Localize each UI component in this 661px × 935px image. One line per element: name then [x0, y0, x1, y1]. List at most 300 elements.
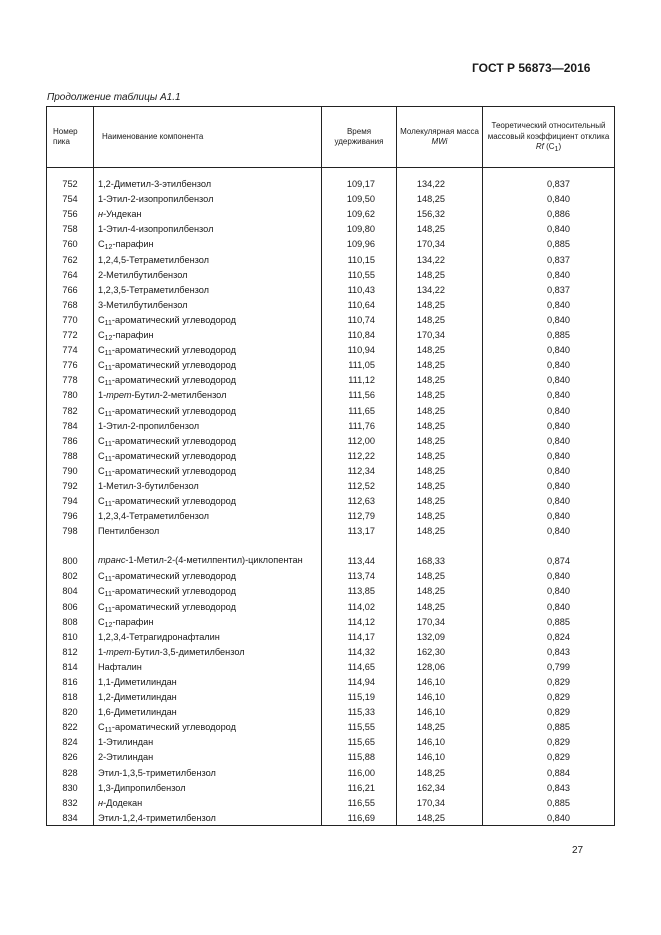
component-name-cell — [94, 808, 322, 826]
name-text: 1-Этилиндан — [98, 737, 154, 748]
component-name-cell — [94, 536, 322, 566]
molecular-mass-cell: 156,32 — [397, 204, 483, 219]
peak-number-cell: 764 — [47, 265, 94, 280]
component-name-cell — [94, 168, 322, 190]
response-coefficient-cell: 0,840 — [483, 265, 615, 280]
retention-time-cell: 116,69 — [322, 808, 397, 826]
name-text: С — [98, 330, 105, 341]
response-coefficient-cell: 0,843 — [483, 778, 615, 793]
name-subscript: 11 — [104, 380, 112, 388]
name-text: С — [98, 571, 105, 582]
retention-time-cell: 115,19 — [322, 687, 397, 702]
header-coef-text: Теоретический относительный массовый коэффициент отклика — [487, 121, 610, 141]
name-text: 2-Этилиндан — [98, 752, 154, 763]
molecular-mass-cell: 146,10 — [397, 687, 483, 702]
retention-time-cell: 112,00 — [322, 431, 397, 446]
name-suffix: -ароматический углеводород — [111, 571, 236, 582]
retention-time-cell: 111,56 — [322, 385, 397, 400]
peak-number-cell: 756 — [47, 204, 94, 219]
retention-time-cell: 110,55 — [322, 265, 397, 280]
table-row — [47, 219, 615, 234]
table-header-row — [47, 107, 615, 168]
name-subscript: 11 — [104, 591, 112, 599]
peak-number-cell: 774 — [47, 340, 94, 355]
table-row — [47, 657, 615, 672]
component-name-cell — [94, 581, 322, 599]
name-subscript: 11 — [104, 576, 112, 584]
peak-number-cell: 822 — [47, 717, 94, 732]
peak-number-cell: 796 — [47, 506, 94, 521]
name-text: С — [98, 465, 105, 476]
retention-time-cell: 110,43 — [322, 280, 397, 295]
name-text: С — [98, 360, 105, 371]
retention-time-cell: 115,55 — [322, 717, 397, 732]
name-subscript: 11 — [104, 350, 112, 358]
name-prefix: 1- — [98, 390, 107, 401]
retention-time-cell: 112,79 — [322, 506, 397, 521]
peak-number-cell: 812 — [47, 642, 94, 657]
table-row — [47, 596, 615, 611]
response-coefficient-cell: 0,840 — [483, 416, 615, 431]
name-text: -1-Метил-2-(4-метилпентил)-циклопентан — [125, 555, 303, 566]
component-name-cell — [94, 642, 322, 657]
table-row — [47, 400, 615, 415]
name-text: 1,2-Диметилиндан — [98, 692, 177, 703]
table-row — [47, 778, 615, 793]
name-italic: транс — [98, 555, 126, 566]
name-text: Пентилбензол — [98, 526, 160, 537]
table-row — [47, 491, 615, 506]
component-name-cell — [94, 732, 322, 747]
standard-designation: ГОСТ Р 56873—2016 — [472, 61, 591, 75]
component-name-cell — [94, 446, 322, 461]
molecular-mass-cell: 148,25 — [397, 370, 483, 385]
name-suffix: -ароматический углеводород — [111, 586, 236, 597]
table-row — [47, 732, 615, 747]
table-row — [47, 702, 615, 717]
retention-time-cell: 110,64 — [322, 295, 397, 310]
retention-time-cell: 113,85 — [322, 581, 397, 596]
name-text: С — [98, 345, 105, 356]
retention-time-cell: 113,17 — [322, 521, 397, 536]
name-subscript: 11 — [104, 501, 112, 509]
header-coef-symbol: Rf — [535, 142, 544, 152]
response-coefficient-cell: 0,884 — [483, 762, 615, 777]
header-coef-sub: 1 — [554, 146, 559, 154]
table-row — [47, 295, 615, 310]
peak-number-cell: 786 — [47, 431, 94, 446]
response-coefficient-cell: 0,824 — [483, 627, 615, 642]
name-subscript: 11 — [104, 410, 112, 418]
name-text: -Бутил-3,5-диметилбензол — [131, 646, 245, 657]
component-name-cell — [94, 204, 322, 219]
response-coefficient-cell: 0,840 — [483, 808, 615, 826]
response-coefficient-cell: 0,840 — [483, 370, 615, 385]
name-suffix: -парафин — [112, 616, 154, 627]
name-text: С — [98, 314, 105, 325]
table-row — [47, 612, 615, 627]
name-text: С — [98, 722, 105, 733]
peak-number-cell: 760 — [47, 234, 94, 249]
name-suffix: -ароматический углеводород — [111, 375, 236, 386]
name-text: С — [98, 405, 105, 416]
name-text: Этил-1,3,5-триметилбензол — [98, 767, 216, 778]
molecular-mass-cell: 148,25 — [397, 762, 483, 777]
header-peak-number: Номер пика — [47, 107, 94, 168]
response-coefficient-cell: 0,840 — [483, 340, 615, 355]
retention-time-cell: 111,12 — [322, 370, 397, 385]
retention-time-cell: 111,05 — [322, 355, 397, 370]
name-text: 1-Этил-2-изопропилбензол — [98, 194, 214, 205]
molecular-mass-cell: 148,25 — [397, 581, 483, 596]
peak-number-cell: 784 — [47, 416, 94, 431]
response-coefficient-cell: 0,874 — [483, 536, 615, 566]
table-row — [47, 385, 615, 400]
table-row — [47, 416, 615, 431]
table-row — [47, 793, 615, 808]
component-name-cell — [94, 717, 322, 735]
component-name-cell — [94, 461, 322, 476]
header-response-coefficient — [483, 107, 615, 168]
retention-time-cell: 109,96 — [322, 234, 397, 249]
name-text: 1-Метил-3-бутилбензол — [98, 480, 199, 491]
response-coefficient-cell: 0,840 — [483, 581, 615, 596]
molecular-mass-cell: 148,25 — [397, 521, 483, 536]
molecular-mass-cell: 128,06 — [397, 657, 483, 672]
molecular-mass-cell: 148,25 — [397, 310, 483, 325]
name-text: 2-Метилбутилбензол — [98, 269, 188, 280]
name-subscript: 11 — [104, 455, 112, 463]
table-row — [47, 431, 615, 446]
response-coefficient-cell: 0,840 — [483, 431, 615, 446]
molecular-mass-cell: 134,22 — [397, 249, 483, 264]
retention-time-cell: 114,32 — [322, 642, 397, 657]
response-coefficient-cell: 0,843 — [483, 642, 615, 657]
name-subscript: 11 — [104, 365, 112, 373]
name-text: 3-Метилбутилбензол — [98, 299, 188, 310]
molecular-mass-cell: 148,25 — [397, 491, 483, 506]
component-name-cell — [94, 778, 322, 793]
header-coef-close: ) — [558, 142, 562, 152]
molecular-mass-cell: 134,22 — [397, 280, 483, 295]
molecular-mass-cell: 148,25 — [397, 265, 483, 280]
retention-time-cell: 109,17 — [322, 168, 397, 190]
page-number: 27 — [572, 845, 584, 856]
header-coef-open: (C — [543, 142, 555, 152]
name-suffix: -ароматический углеводород — [111, 435, 236, 446]
table-row — [47, 370, 615, 385]
name-subscript: 12 — [104, 621, 113, 629]
response-coefficient-cell: 0,840 — [483, 355, 615, 370]
retention-time-cell: 110,74 — [322, 310, 397, 325]
component-name-cell — [94, 280, 322, 295]
name-subscript: 12 — [104, 244, 113, 252]
molecular-mass-cell: 148,25 — [397, 506, 483, 521]
table-row — [47, 717, 615, 732]
header-mw-symbol: MWi — [431, 137, 448, 146]
table-row — [47, 280, 615, 295]
table-row — [47, 521, 615, 536]
response-coefficient-cell: 0,837 — [483, 168, 615, 190]
peak-number-cell: 818 — [47, 687, 94, 702]
name-suffix: -ароматический углеводород — [111, 465, 236, 476]
table-body — [47, 168, 615, 826]
name-text: 1-Этил-2-пропилбензол — [98, 420, 200, 431]
peak-number-cell: 830 — [47, 778, 94, 793]
name-subscript: 11 — [104, 727, 112, 735]
table-row — [47, 747, 615, 762]
name-prefix: 1- — [98, 646, 107, 657]
component-name-cell — [94, 491, 322, 509]
name-italic: н- — [98, 797, 107, 808]
response-coefficient-cell: 0,840 — [483, 491, 615, 506]
header-retention-time: Время удерживания — [322, 107, 397, 168]
component-name-cell — [94, 627, 322, 642]
table-caption: Продолжение таблицы А1.1 — [47, 92, 181, 103]
peak-number-cell: 792 — [47, 476, 94, 491]
peak-number-cell: 808 — [47, 612, 94, 627]
component-name-cell — [94, 340, 322, 358]
name-text: 1,2,3,4-Тетрагидронафталин — [98, 631, 220, 642]
molecular-mass-cell: 148,25 — [397, 476, 483, 491]
component-name-cell — [94, 295, 322, 310]
response-coefficient-cell: 0,840 — [483, 566, 615, 581]
name-subscript: 12 — [104, 335, 113, 343]
response-coefficient-cell: 0,885 — [483, 612, 615, 627]
retention-time-cell: 110,15 — [322, 249, 397, 264]
header-molecular-mass — [397, 107, 483, 168]
component-name-cell — [94, 566, 322, 584]
component-name-cell — [94, 506, 322, 521]
molecular-mass-cell: 148,25 — [397, 189, 483, 204]
name-subscript: 11 — [104, 440, 112, 448]
peak-number-cell: 816 — [47, 672, 94, 687]
retention-time-cell: 116,55 — [322, 793, 397, 808]
response-coefficient-cell: 0,840 — [483, 400, 615, 415]
table-row — [47, 325, 615, 340]
table-row — [47, 627, 615, 642]
peak-number-cell: 826 — [47, 747, 94, 762]
component-name-cell — [94, 234, 322, 252]
component-name-cell — [94, 219, 322, 234]
name-text: Ундекан — [106, 209, 142, 220]
molecular-mass-cell: 168,33 — [397, 536, 483, 566]
peak-number-cell: 754 — [47, 189, 94, 204]
response-coefficient-cell: 0,840 — [483, 385, 615, 400]
retention-time-cell: 112,22 — [322, 446, 397, 461]
name-subscript: 11 — [104, 319, 112, 327]
table-row — [47, 204, 615, 219]
retention-time-cell: 111,65 — [322, 400, 397, 415]
table-row — [47, 476, 615, 491]
table-row — [47, 687, 615, 702]
name-text: 1,2,3,5-Тетраметилбензол — [98, 284, 210, 295]
retention-time-cell: 114,94 — [322, 672, 397, 687]
name-suffix: -ароматический углеводород — [111, 450, 236, 461]
retention-time-cell: 114,65 — [322, 657, 397, 672]
name-suffix: -ароматический углеводород — [111, 405, 236, 416]
molecular-mass-cell: 148,25 — [397, 431, 483, 446]
component-name-cell — [94, 687, 322, 702]
table-row — [47, 581, 615, 596]
response-coefficient-cell: 0,840 — [483, 461, 615, 476]
retention-time-cell: 113,44 — [322, 536, 397, 566]
retention-time-cell: 116,00 — [322, 762, 397, 777]
name-suffix: -ароматический углеводород — [111, 496, 236, 507]
peak-number-cell: 832 — [47, 793, 94, 808]
molecular-mass-cell: 146,10 — [397, 747, 483, 762]
response-coefficient-cell: 0,829 — [483, 732, 615, 747]
molecular-mass-cell: 146,10 — [397, 672, 483, 687]
retention-time-cell: 116,21 — [322, 778, 397, 793]
name-italic: н- — [98, 209, 107, 220]
name-text: 1,2,4,5-Тетраметилбензол — [98, 254, 210, 265]
name-suffix: -ароматический углеводород — [111, 345, 236, 356]
table-row — [47, 642, 615, 657]
retention-time-cell: 114,12 — [322, 612, 397, 627]
response-coefficient-cell: 0,885 — [483, 325, 615, 340]
name-italic: трет — [106, 390, 132, 401]
response-coefficient-cell: 0,885 — [483, 234, 615, 249]
retention-time-cell: 109,80 — [322, 219, 397, 234]
molecular-mass-cell: 134,22 — [397, 168, 483, 190]
response-coefficient-cell: 0,840 — [483, 506, 615, 521]
peak-number-cell: 778 — [47, 370, 94, 385]
response-coefficient-cell: 0,799 — [483, 657, 615, 672]
molecular-mass-cell: 148,25 — [397, 416, 483, 431]
retention-time-cell: 110,84 — [322, 325, 397, 340]
peak-number-cell: 828 — [47, 762, 94, 777]
name-subscript: 11 — [104, 606, 112, 614]
name-text: 1,2-Диметил-3-этилбензол — [98, 179, 212, 190]
table-row — [47, 536, 615, 566]
response-coefficient-cell: 0,885 — [483, 793, 615, 808]
peak-number-cell: 810 — [47, 627, 94, 642]
name-text: 1,3-Дипропилбензол — [98, 782, 186, 793]
name-suffix: -парафин — [112, 239, 154, 250]
table-row — [47, 461, 615, 476]
name-suffix: -парафин — [112, 330, 154, 341]
name-suffix: -ароматический углеводород — [111, 601, 236, 612]
peak-number-cell: 794 — [47, 491, 94, 506]
peak-number-cell: 814 — [47, 657, 94, 672]
molecular-mass-cell: 148,25 — [397, 566, 483, 581]
peak-number-cell: 798 — [47, 521, 94, 536]
component-name-cell — [94, 370, 322, 388]
retention-time-cell: 112,63 — [322, 491, 397, 506]
peak-number-cell: 780 — [47, 385, 94, 400]
component-name-cell — [94, 612, 322, 627]
retention-time-cell: 114,02 — [322, 596, 397, 611]
response-coefficient-cell: 0,829 — [483, 747, 615, 762]
retention-time-cell: 112,52 — [322, 476, 397, 491]
molecular-mass-cell: 132,09 — [397, 627, 483, 642]
response-coefficient-cell: 0,829 — [483, 687, 615, 702]
name-text: С — [98, 375, 105, 386]
peak-number-cell: 776 — [47, 355, 94, 370]
name-text: Нафталин — [98, 661, 142, 672]
molecular-mass-cell: 148,25 — [397, 295, 483, 310]
name-text: С — [98, 586, 105, 597]
component-name-cell — [94, 793, 322, 808]
table-row — [47, 265, 615, 280]
component-name-cell — [94, 355, 322, 373]
response-coefficient-cell: 0,837 — [483, 280, 615, 295]
molecular-mass-cell: 148,25 — [397, 808, 483, 826]
peak-number-cell: 770 — [47, 310, 94, 325]
table-row — [47, 340, 615, 355]
peak-number-cell: 834 — [47, 808, 94, 826]
response-coefficient-cell: 0,840 — [483, 596, 615, 611]
peak-number-cell: 790 — [47, 461, 94, 476]
table-row — [47, 672, 615, 687]
molecular-mass-cell: 162,34 — [397, 778, 483, 793]
name-text: Додекан — [106, 797, 143, 808]
retention-time-cell: 110,94 — [322, 340, 397, 355]
name-italic: трет — [106, 646, 132, 657]
peak-number-cell: 752 — [47, 168, 94, 190]
name-text: С — [98, 450, 105, 461]
table-row — [47, 168, 615, 190]
molecular-mass-cell: 162,30 — [397, 642, 483, 657]
table-row — [47, 808, 615, 826]
response-coefficient-cell: 0,829 — [483, 672, 615, 687]
component-name-cell — [94, 325, 322, 343]
response-coefficient-cell: 0,840 — [483, 295, 615, 310]
peak-number-cell: 758 — [47, 219, 94, 234]
retention-time-cell: 115,33 — [322, 702, 397, 717]
retention-time-cell: 111,76 — [322, 416, 397, 431]
retention-time-cell: 113,74 — [322, 566, 397, 581]
peak-number-cell: 766 — [47, 280, 94, 295]
response-coefficient-cell: 0,886 — [483, 204, 615, 219]
table-row — [47, 566, 615, 581]
name-text: -Бутил-2-метилбензол — [131, 390, 227, 401]
name-text: Этил-1,2,4-триметилбензол — [98, 812, 216, 823]
component-name-cell — [94, 416, 322, 431]
table-row — [47, 762, 615, 777]
response-coefficient-cell: 0,840 — [483, 521, 615, 536]
name-text: С — [98, 435, 105, 446]
name-text: С — [98, 496, 105, 507]
molecular-mass-cell: 148,25 — [397, 596, 483, 611]
molecular-mass-cell: 148,25 — [397, 717, 483, 732]
name-subscript: 11 — [104, 470, 112, 478]
table-row — [47, 355, 615, 370]
molecular-mass-cell: 148,25 — [397, 400, 483, 415]
retention-time-cell: 109,62 — [322, 204, 397, 219]
retention-time-cell: 115,88 — [322, 747, 397, 762]
component-name-cell — [94, 747, 322, 762]
molecular-mass-cell: 148,25 — [397, 340, 483, 355]
peak-number-cell: 824 — [47, 732, 94, 747]
header-mw-prefix: Молекулярная масса — [400, 126, 479, 136]
molecular-mass-cell: 146,10 — [397, 702, 483, 717]
molecular-mass-cell: 170,34 — [397, 325, 483, 340]
peak-number-cell: 806 — [47, 596, 94, 611]
name-suffix: -ароматический углеводород — [111, 722, 236, 733]
name-text: 1-Этил-4-изопропилбензол — [98, 224, 214, 235]
response-coefficient-cell: 0,840 — [483, 310, 615, 325]
name-text: 1,6-Диметилиндан — [98, 707, 177, 718]
component-name-cell — [94, 249, 322, 264]
component-name-cell — [94, 189, 322, 204]
response-coefficient-cell: 0,840 — [483, 446, 615, 461]
molecular-mass-cell: 170,34 — [397, 793, 483, 808]
molecular-mass-cell: 148,25 — [397, 219, 483, 234]
retention-time-cell: 115,65 — [322, 732, 397, 747]
molecular-mass-cell: 170,34 — [397, 612, 483, 627]
